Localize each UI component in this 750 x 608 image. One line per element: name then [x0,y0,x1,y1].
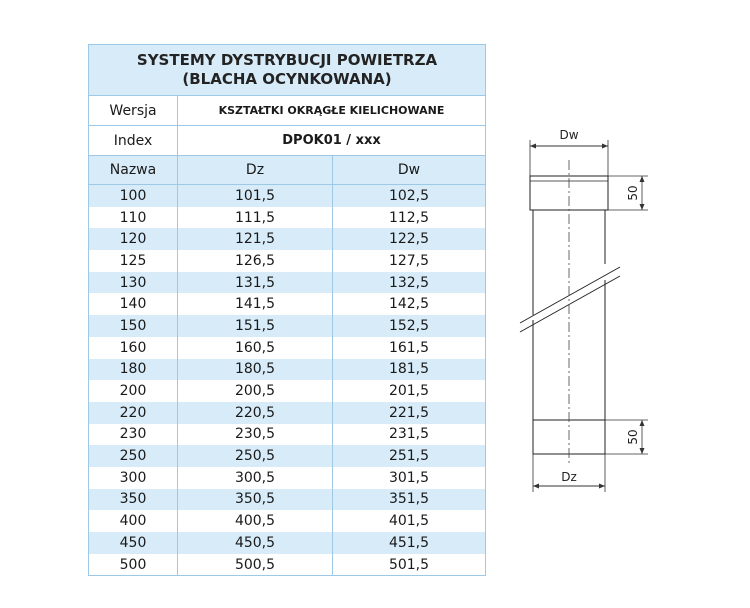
cell-nazwa: 180 [89,359,178,381]
index-label: Index [89,126,178,155]
cell-nazwa: 200 [89,380,178,402]
table-row [89,532,485,554]
table-row [89,510,485,532]
cell-dz: 141,5 [178,293,333,315]
table-row [89,250,485,272]
cell-dz: 151,5 [178,315,333,337]
bottom-socket-length: 50 [626,429,640,445]
table-title [89,45,485,96]
cell-nazwa: 100 [89,185,178,207]
table-row [89,380,485,402]
cell-dw: 501,5 [388,556,430,573]
cell-nazwa: 220 [89,402,178,424]
cell-dz: 450,5 [178,532,333,554]
cell-dw: 122,5 [388,231,430,248]
table-row [89,337,485,359]
table-row [89,359,485,381]
top-socket-length: 50 [626,185,640,201]
cell-dw: 221,5 [388,404,430,421]
cell-dz: 160,5 [178,337,333,359]
cell-nazwa: 150 [89,315,178,337]
cell-nazwa: 250 [89,445,178,467]
table-row [89,315,485,337]
cell-dz: 250,5 [178,445,333,467]
cell-dw: 132,5 [388,274,430,291]
cell-dw: 161,5 [388,339,430,356]
cell-dz: 300,5 [178,467,333,489]
table-row [89,272,485,294]
title-line-2: (BLACHA OCYNKOWANA) [182,70,392,88]
cell-dz: 126,5 [178,250,333,272]
cell-nazwa: 125 [89,250,178,272]
dimension-dw-label: Dw [559,128,579,142]
index-value: DPOK01 / xxx [282,133,381,148]
cell-dz: 220,5 [178,402,333,424]
cell-nazwa: 300 [89,467,178,489]
cell-dw: 251,5 [388,448,430,465]
table-row [89,228,485,250]
cell-nazwa: 400 [89,510,178,532]
header-dz: Dz [178,156,333,184]
spec-table [88,44,486,576]
column-headers [89,156,485,185]
header-nazwa: Nazwa [89,156,178,184]
table-body [89,185,485,575]
cell-dw: 181,5 [388,361,430,378]
table-row [89,489,485,511]
table-row [89,424,485,446]
cell-dw: 351,5 [388,491,430,508]
cell-nazwa: 160 [89,337,178,359]
cell-dz: 131,5 [178,272,333,294]
cell-nazwa: 140 [89,293,178,315]
title-line-1: SYSTEMY DYSTRYBUCJI POWIETRZA [136,51,438,69]
cell-dw: 401,5 [388,513,430,530]
table-row [89,554,485,576]
cell-dw: 112,5 [388,209,430,226]
pipe-diagram [510,120,660,500]
cell-nazwa: 130 [89,272,178,294]
cell-dz: 350,5 [178,489,333,511]
wersja-label: Wersja [89,96,178,125]
cell-dz: 111,5 [178,207,333,229]
cell-dz: 121,5 [178,228,333,250]
cell-dz: 400,5 [178,510,333,532]
cell-nazwa: 230 [89,424,178,446]
cell-dz: 500,5 [178,554,333,576]
cell-nazwa: 120 [89,228,178,250]
cell-dw: 127,5 [388,252,430,269]
cell-dw: 142,5 [388,296,430,313]
table-row [89,207,485,229]
cell-nazwa: 500 [89,554,178,576]
cell-nazwa: 110 [89,207,178,229]
cell-dw: 451,5 [388,534,430,551]
cell-dw: 201,5 [388,383,430,400]
table-row [89,293,485,315]
table-row [89,445,485,467]
cell-dz: 101,5 [178,185,333,207]
cell-dw: 102,5 [388,187,430,204]
index-row [89,126,485,156]
cell-dw: 152,5 [388,317,430,334]
cell-dw: 301,5 [388,469,430,486]
table-row [89,185,485,207]
cell-dw: 231,5 [388,426,430,443]
wersja-row [89,96,485,126]
wersja-value: KSZTAŁTKI OKRĄGŁE KIELICHOWANE [218,104,445,117]
cell-dz: 200,5 [178,380,333,402]
cell-nazwa: 350 [89,489,178,511]
table-row [89,402,485,424]
cell-nazwa: 450 [89,532,178,554]
table-row [89,467,485,489]
dimension-dz-label: Dz [561,470,577,484]
cell-dz: 180,5 [178,359,333,381]
cell-dz: 230,5 [178,424,333,446]
header-dw: Dw [397,162,421,178]
